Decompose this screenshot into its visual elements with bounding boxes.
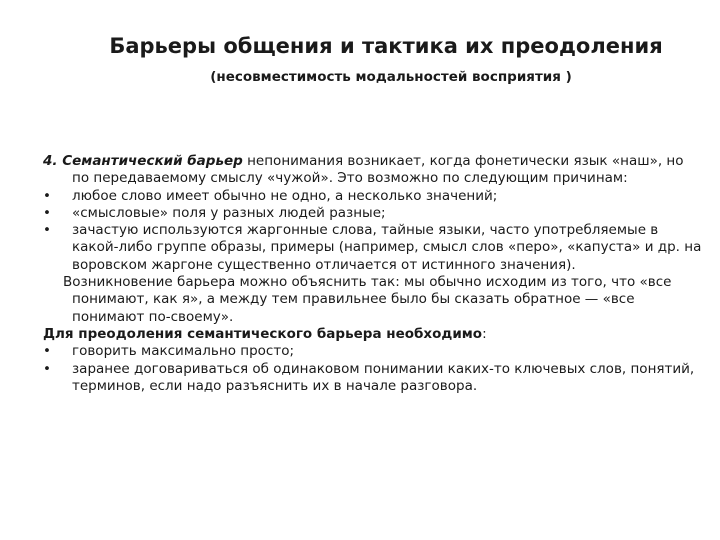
slide-subtitle: (несовместимость модальностей восприятия ) [210,69,572,85]
bullet-icon: • [43,222,51,239]
overcome-list [43,343,703,395]
list-item [43,188,703,205]
reason-text: «смысловые» поля у разных людей разные; [72,204,386,221]
bullet-icon: • [43,204,51,221]
reasons-list [43,188,703,274]
overcome-text: заранее договариваться об одинаковом понимании каких-то ключевых слов, понятий, терминов, если надо разъяснить их в начале разговора. [72,360,695,394]
explanation-paragraph: Возникновение барьера можно объяснить так: мы обычно исходим из того, что «все понимают, как я», а между тем правильнее было бы сказать обратное — «все понимают по-своему». [63,274,672,325]
overcome-paragraph [43,326,703,343]
reason-text: зачастую используются жаргонные слова, тайные языки, часто употребляемые в какой-либо группе образы, примеры (например, смысл слов «перо», «капуста» и др. на воровском жаргоне существенно отличается от истинного значения). [72,222,702,273]
slide-title: Барьеры общения и тактика их преодоления [109,34,663,58]
list-item [43,343,703,360]
list-item [43,222,703,274]
semantic-barrier-heading: 4. Семантический барьер [43,153,243,169]
bullet-icon: • [43,343,51,360]
overcome-heading: Для преодоления семантического барьера необходимо [43,325,483,342]
overcome-text: говорить максимально просто; [72,343,294,360]
list-item [43,205,703,222]
intro-paragraph [43,153,703,188]
bullet-icon: • [43,187,51,204]
intro-text: непонимания возникает, когда фонетически язык «наш», но по передаваемому смыслу «чужой». Это возможно по следующим причинам: [72,153,684,187]
overcome-colon: : [482,325,487,342]
list-item [43,361,703,396]
bullet-icon: • [43,360,51,377]
slide-body [43,153,703,395]
reason-text: любое слово имеет обычно не одно, а несколько значений; [72,187,498,204]
